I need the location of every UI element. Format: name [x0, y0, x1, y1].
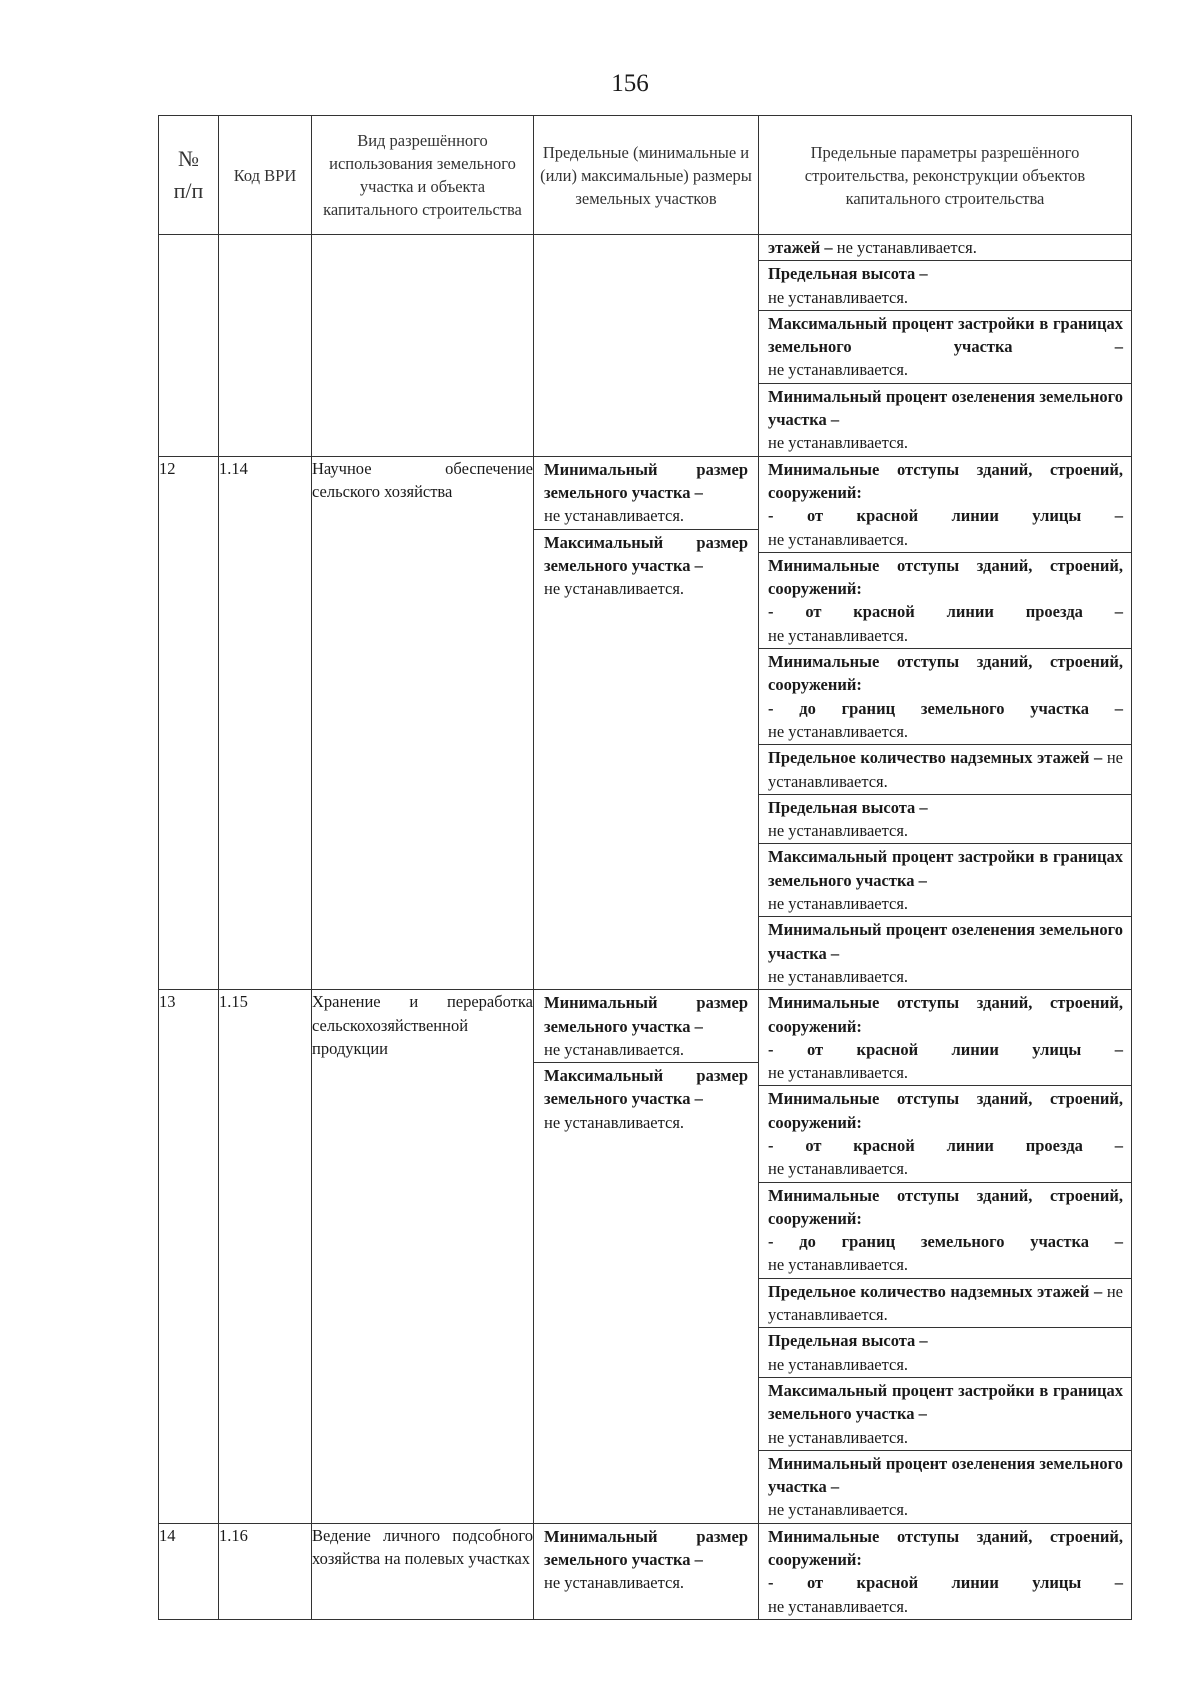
header-number-line2: п/п: [173, 178, 204, 203]
row-code: 1.15: [219, 990, 312, 1524]
table-row: [159, 456, 1132, 990]
size-title: Максимальный размер земельного участка –: [544, 1066, 748, 1109]
param-title: Минимальный процент озеленения земельного участка –: [768, 386, 1123, 430]
continuation-num-cell: [159, 235, 219, 457]
continuation-code-cell: [219, 235, 312, 457]
param-title: Минимальный процент озеленения земельного участка –: [768, 1453, 1123, 1497]
continuation-row: [159, 235, 1132, 457]
param-entry: [759, 553, 1131, 649]
continuation-params-cell: [759, 235, 1132, 457]
param-value: не устанавливается.: [768, 821, 909, 841]
row-use-name: Хранение и переработка сельскохозяйственной продукции: [312, 990, 534, 1524]
size-title: Минимальный размер земельного участка –: [544, 1526, 748, 1570]
param-entry: [759, 917, 1131, 989]
param-value: не устанавливается.: [768, 966, 909, 986]
size-entry: [534, 990, 758, 1063]
param-entry: [759, 1451, 1131, 1523]
param-subtitle: - до границ земельного участка –: [768, 1232, 1123, 1252]
size-title: Минимальный размер земельного участка –: [544, 459, 748, 502]
param-entry: [759, 990, 1131, 1086]
size-value: не устанавливается.: [544, 1573, 685, 1593]
param-title: Предельное количество надземных этажей –: [768, 1281, 1103, 1301]
param-subtitle: - от красной линии улицы –: [768, 1573, 1123, 1593]
zoning-table: [158, 115, 1132, 1620]
param-value: не устанавливается.: [768, 894, 909, 914]
row-sizes-cell: [534, 1523, 759, 1619]
continuation-name-cell: [312, 235, 534, 457]
param-title: Минимальные отступы зданий, строений, сооружений:: [768, 652, 1123, 695]
size-value: не устанавливается.: [544, 1039, 685, 1059]
param-entry: [759, 1378, 1131, 1451]
param-entry: [759, 384, 1131, 456]
header-build-params: [759, 116, 1132, 235]
param-title: Предельная высота –: [768, 264, 928, 284]
param-value: не устанавливается.: [768, 1596, 909, 1616]
param-title: Максимальный процент застройки в границах земельного участка –: [768, 847, 1123, 890]
size-entry: [534, 457, 758, 530]
param-entry: [759, 1086, 1131, 1182]
param-title: Предельная высота –: [768, 797, 928, 817]
param-entry: [759, 1279, 1131, 1329]
table-row: [159, 990, 1132, 1524]
row-number: 13: [159, 990, 219, 1524]
param-title: Максимальный процент застройки в границах земельного участка –: [768, 1380, 1123, 1424]
param-entry: [759, 795, 1131, 845]
param-entry: [759, 235, 1131, 261]
param-value: не устанавливается.: [768, 748, 1123, 791]
param-subtitle: - от красной линии проезда –: [768, 602, 1123, 622]
param-value: не устанавливается.: [768, 1427, 909, 1447]
size-value: не устанавливается.: [544, 1112, 685, 1132]
param-entry: [759, 261, 1131, 311]
size-entry: [534, 530, 758, 602]
param-title: Минимальные отступы зданий, строений, сооружений:: [768, 1526, 1123, 1570]
size-entry: [534, 1063, 758, 1135]
param-title: Минимальные отступы зданий, строений, сооружений:: [768, 993, 1123, 1036]
param-value: не устанавливается.: [768, 287, 909, 307]
param-entry: [759, 1183, 1131, 1279]
table-header-row: [159, 116, 1132, 235]
param-entry: [759, 649, 1131, 745]
row-use-name: Ведение личного подсобного хозяйства на полевых участках: [312, 1523, 534, 1619]
header-number: [159, 116, 219, 235]
param-value: не устанавливается.: [768, 529, 909, 549]
size-entry: [534, 1524, 758, 1596]
row-code: 1.14: [219, 456, 312, 990]
page-number: 156: [611, 70, 649, 97]
row-sizes-cell: [534, 456, 759, 990]
param-subtitle: - от красной линии улицы –: [768, 506, 1123, 526]
param-title: Минимальные отступы зданий, строений, сооружений:: [768, 1185, 1123, 1228]
param-title: Предельная высота –: [768, 1331, 928, 1351]
row-number: 12: [159, 456, 219, 990]
row-number: 14: [159, 1523, 219, 1619]
param-value: не устанавливается.: [768, 1159, 909, 1179]
size-title: Максимальный размер земельного участка –: [544, 532, 748, 575]
row-params-cell: [759, 990, 1132, 1524]
param-entry: [759, 457, 1131, 553]
row-params-cell: [759, 456, 1132, 990]
header-build-params-text: Предельные параметры разрешённого строительства, реконструкции объектов капитального строительства: [804, 142, 1086, 208]
param-value: не устанавливается.: [768, 1281, 1123, 1325]
header-code-text: Код ВРИ: [233, 165, 297, 185]
row-use-name: Научное обеспечение сельского хозяйства: [312, 456, 534, 990]
param-title: этажей –: [768, 238, 833, 257]
header-use-type: [312, 116, 534, 235]
param-value: не устанавливается.: [768, 433, 909, 453]
param-value: не устанавливается.: [768, 625, 909, 645]
param-title: Минимальные отступы зданий, строений, сооружений:: [768, 555, 1123, 599]
param-entry: [759, 1328, 1131, 1378]
param-value: не устанавливается.: [832, 238, 977, 257]
row-params-cell: [759, 1523, 1132, 1619]
row-code: 1.16: [219, 1523, 312, 1619]
header-code: [219, 116, 312, 235]
param-title: Минимальный процент озеленения земельного участка –: [768, 920, 1123, 963]
param-value: не устанавливается.: [768, 1500, 909, 1520]
param-title: Максимальный процент застройки в границах земельного участка –: [768, 313, 1123, 357]
size-value: не устанавливается.: [544, 506, 685, 526]
param-subtitle: - от красной линии улицы –: [768, 1039, 1123, 1059]
header-use-type-text: Вид разрешённого использования земельного участка и объекта капитального строительства: [323, 131, 522, 219]
param-value: не устанавливается.: [768, 1255, 909, 1275]
continuation-sizes-cell: [534, 235, 759, 457]
param-entry: [759, 844, 1131, 917]
header-plot-sizes: [534, 116, 759, 235]
header-number-line1: №: [178, 146, 199, 171]
size-value: не устанавливается.: [544, 579, 685, 599]
param-title: Минимальные отступы зданий, строений, сооружений:: [768, 1089, 1123, 1132]
param-title: Предельное количество надземных этажей –: [768, 748, 1103, 768]
param-subtitle: - от красной линии проезда –: [768, 1135, 1123, 1155]
param-value: не устанавливается.: [768, 1354, 909, 1374]
row-sizes-cell: [534, 990, 759, 1524]
param-value: не устанавливается.: [768, 1063, 909, 1083]
param-value: не устанавливается.: [768, 721, 909, 741]
size-title: Минимальный размер земельного участка –: [544, 993, 748, 1036]
param-value: не устанавливается.: [768, 360, 909, 380]
param-entry: [759, 745, 1131, 795]
param-entry: [759, 311, 1131, 384]
param-subtitle: - до границ земельного участка –: [768, 698, 1123, 718]
param-title: Минимальные отступы зданий, строений, сооружений:: [768, 459, 1123, 502]
table-row: [159, 1523, 1132, 1619]
header-plot-sizes-text: Предельные (минимальные и (или) максимальные) размеры земельных участков: [540, 142, 752, 208]
param-entry: [759, 1524, 1131, 1619]
